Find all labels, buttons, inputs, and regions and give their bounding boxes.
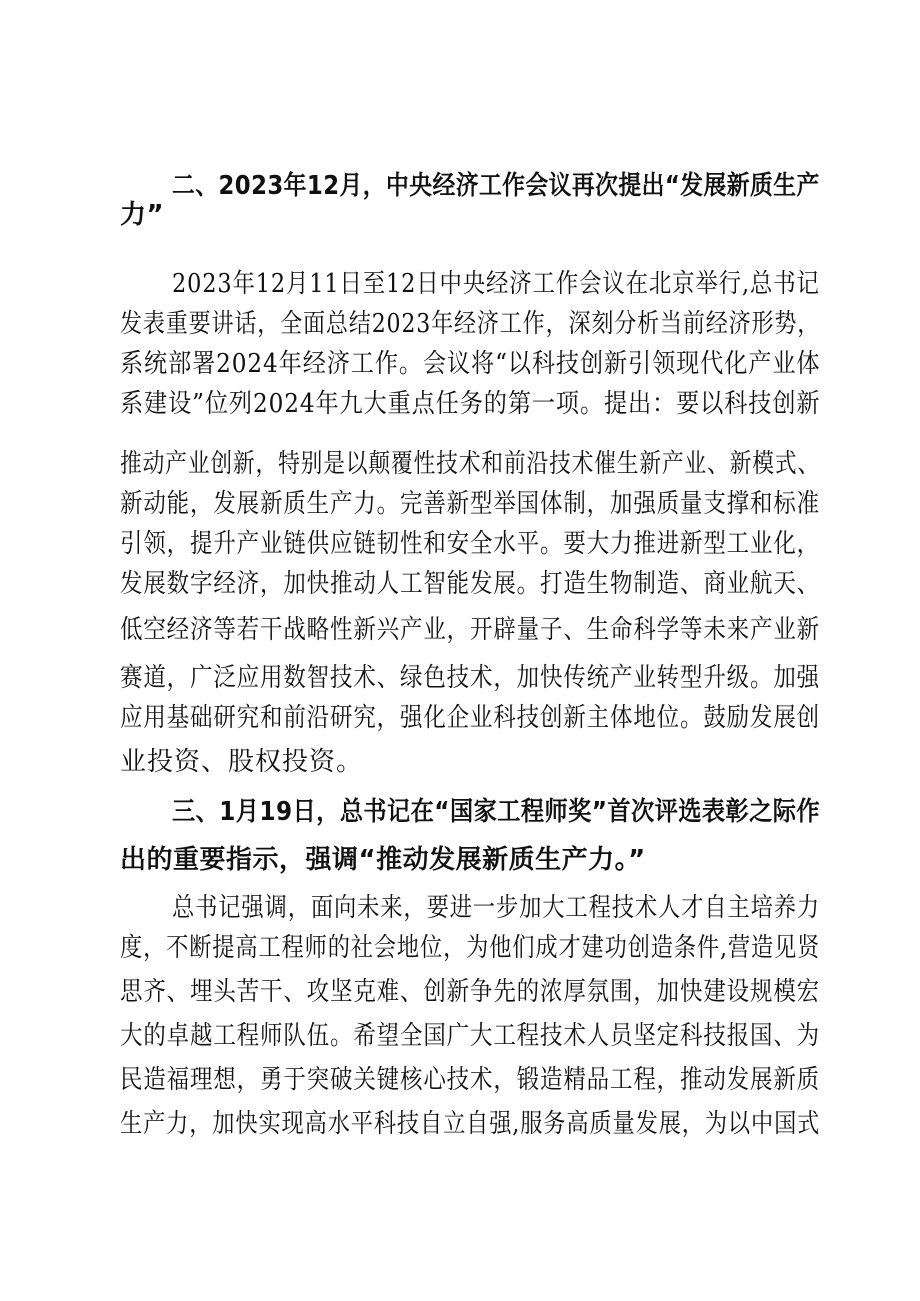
- section-2-paragraph-line: 赛道，广泛应用数智技术、绿色技术，加快传统产业转型升级。加强: [120, 663, 820, 693]
- section-2-paragraph-line: 发展数字经济，加快推动人工智能发展。打造生物制造、商业航天、: [120, 569, 820, 599]
- section-3-paragraph-line: 生产力，加快实现高水平科技自立自强,服务高质量发展，为以中国式: [120, 1109, 820, 1139]
- section-3-heading-line-2: 出的重要指示，强调“推动发展新质生产力。”: [120, 845, 646, 875]
- section-3-paragraph-line: 度，不断提高工程师的社会地位，为他们成才建功创造条件,营造见贤: [120, 933, 820, 963]
- section-2-heading-line-2: 力”: [120, 200, 165, 230]
- section-3-paragraph-line: 思齐、埋头苦干、攻坚克难、创新争先的浓厚氛围，加快建设规模宏: [120, 977, 820, 1007]
- section-2-paragraph-line: 2023年12月11日至12日中央经济工作会议在北京举行,总书记: [172, 269, 820, 299]
- section-2-paragraph-line: 系建设”位列2024年九大重点任务的第一项。提出：要以科技创新: [120, 389, 820, 419]
- section-2-paragraph-line: 低空经济等若干战略性新兴产业，开辟量子、生命科学等未来产业新: [120, 615, 820, 645]
- section-2-paragraph-line: 引领，提升产业链供应链韧性和安全水平。要大力推进新型工业化，: [120, 529, 820, 559]
- section-2-paragraph-line: 系统部署2024年经济工作。会议将“以科技创新引领现代化产业体: [120, 349, 820, 379]
- section-2-paragraph-line: 业投资、股权投资。: [120, 747, 364, 777]
- section-3-paragraph-line: 民造福理想，勇于突破关键核心技术，锻造精品工程，推动发展新质: [120, 1065, 820, 1095]
- section-3-paragraph-line: 大的卓越工程师队伍。希望全国广大工程技术人员坚定科技报国、为: [120, 1021, 820, 1051]
- section-2-paragraph-line: 推动产业创新，特别是以颠覆性技术和前沿技术催生新产业、新模式、: [120, 449, 820, 479]
- section-2-paragraph-line: 新动能，发展新质生产力。完善新型举国体制，加强质量支撑和标准: [120, 489, 820, 519]
- section-2-heading-line-1: 二、2023年12月，中央经济工作会议再次提出“发展新质生产: [172, 171, 820, 201]
- section-2-paragraph-line: 发表重要讲话，全面总结2023年经济工作，深刻分析当前经济形势，: [120, 309, 820, 339]
- section-3-heading-line-1: 三、1月19日，总书记在“国家工程师奖”首次评选表彰之际作: [172, 797, 820, 827]
- section-2-paragraph-line: 应用基础研究和前沿研究，强化企业科技创新主体地位。鼓励发展创: [120, 703, 820, 733]
- section-3-paragraph-line: 总书记强调，面向未来，要进一步加大工程技术人才自主培养力: [172, 893, 820, 923]
